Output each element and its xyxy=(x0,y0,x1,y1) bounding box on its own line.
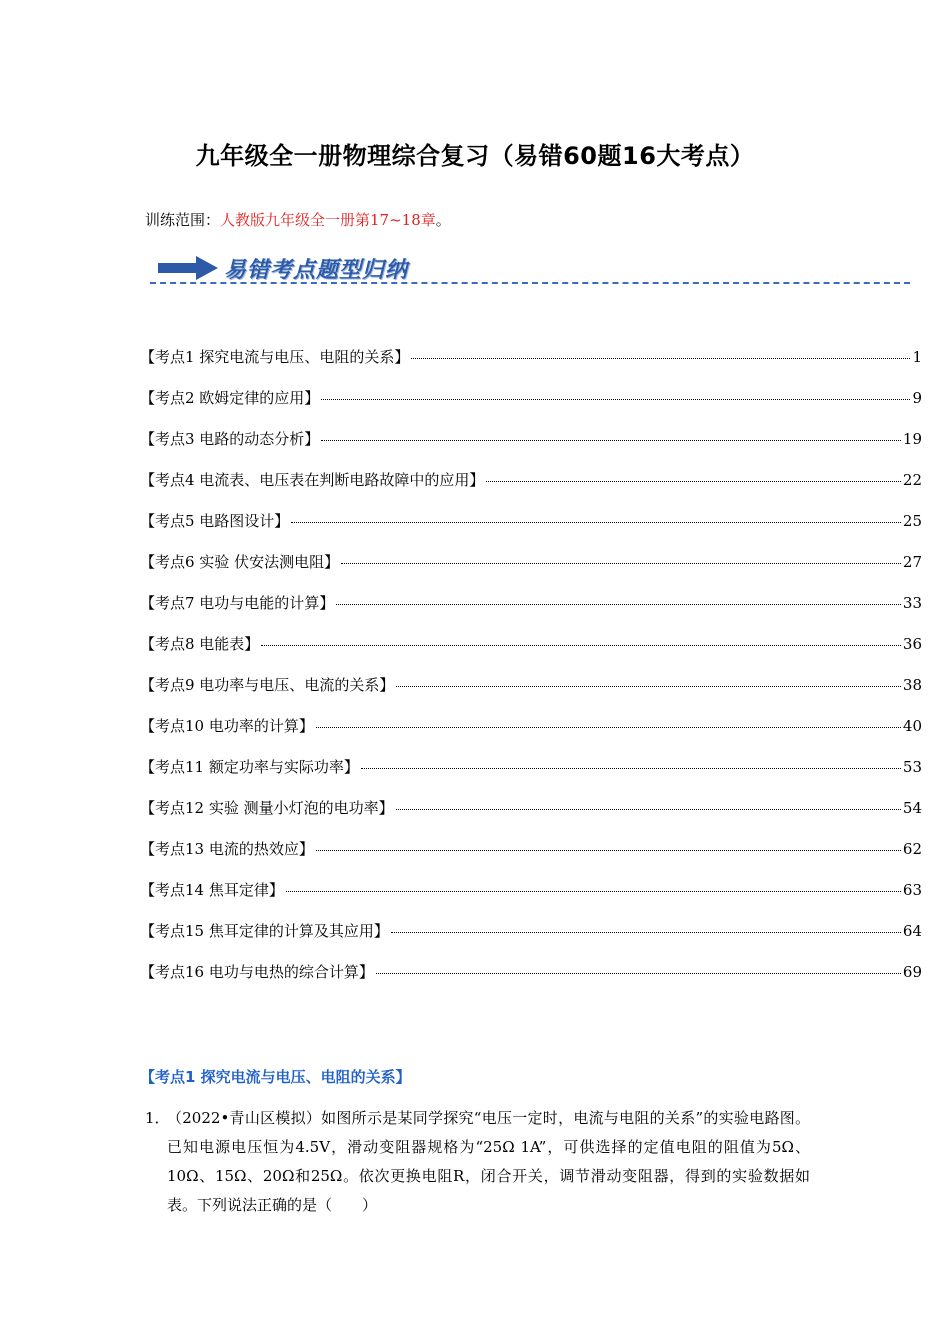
toc-entry-page: 19 xyxy=(902,430,922,448)
toc-leader-dots xyxy=(411,358,910,359)
section-banner xyxy=(150,248,910,292)
toc-entry-page: 25 xyxy=(902,512,922,530)
toc-entry[interactable] xyxy=(140,920,922,961)
toc-entry-page: 53 xyxy=(902,758,922,776)
toc-leader-dots xyxy=(486,481,901,482)
toc-entry-label: 【考点15 焦耳定律的计算及其应用】 xyxy=(140,922,389,940)
page-title: 九年级全一册物理综合复习（易错60题16大考点） xyxy=(195,142,755,170)
question-number: 1． xyxy=(145,1109,170,1127)
toc-entry-label: 【考点6 实验 伏安法测电阻】 xyxy=(140,553,340,571)
toc-entry[interactable] xyxy=(140,715,922,756)
toc-entry[interactable] xyxy=(140,592,922,633)
toc-entry-label: 【考点13 电流的热效应】 xyxy=(140,840,314,858)
table-of-contents xyxy=(140,346,922,1002)
toc-leader-dots xyxy=(316,850,901,851)
toc-entry[interactable] xyxy=(140,428,922,469)
toc-entry-page: 63 xyxy=(902,881,922,899)
toc-leader-dots xyxy=(316,727,901,728)
toc-entry-page: 69 xyxy=(902,963,922,981)
toc-entry[interactable] xyxy=(140,838,922,879)
toc-entry-label: 【考点16 电功与电热的综合计算】 xyxy=(140,963,374,981)
banner-title: 易错考点题型归纳 xyxy=(224,258,409,283)
toc-entry[interactable] xyxy=(140,797,922,838)
toc-entry-label: 【考点2 欧姆定律的应用】 xyxy=(140,389,320,407)
toc-leader-dots xyxy=(336,604,901,605)
toc-leader-dots xyxy=(291,522,901,523)
toc-leader-dots xyxy=(396,809,901,810)
toc-leader-dots xyxy=(321,399,910,400)
toc-entry-page: 36 xyxy=(902,635,922,653)
toc-entry-page: 9 xyxy=(912,389,922,407)
toc-entry[interactable] xyxy=(140,469,922,510)
toc-leader-dots xyxy=(286,891,901,892)
toc-entry-label: 【考点10 电功率的计算】 xyxy=(140,717,314,735)
scope-value: 人教版九年级全一册第17~18章 xyxy=(220,211,436,229)
toc-entry-label: 【考点5 电路图设计】 xyxy=(140,512,290,530)
question-text: （2022•青山区模拟）如图所示是某同学探究“电压一定时，电流与电阻的关系”的实验电路图。已知电源电压恒为4.5V，滑动变阻器规格为“25Ω 1A”，可供选择的定值电阻的阻值为5Ω、10Ω、15Ω、20Ω和25Ω。依次更换电阻R，闭合开关，调节滑动变阻器，得到的实验数据如表。下列说法正确的是（ ） xyxy=(167,1109,810,1214)
toc-entry-label: 【考点7 电功与电能的计算】 xyxy=(140,594,335,612)
toc-leader-dots xyxy=(361,768,901,769)
question-item xyxy=(145,1104,810,1220)
toc-entry-page: 22 xyxy=(902,471,922,489)
toc-entry-label: 【考点8 电能表】 xyxy=(140,635,260,653)
toc-entry-page: 40 xyxy=(902,717,922,735)
scope-suffix: 。 xyxy=(435,211,451,229)
toc-entry[interactable] xyxy=(140,961,922,1002)
toc-entry-label: 【考点11 额定功率与实际功率】 xyxy=(140,758,359,776)
toc-entry-page: 64 xyxy=(902,922,922,940)
toc-entry[interactable] xyxy=(140,387,922,428)
toc-leader-dots xyxy=(261,645,901,646)
toc-entry[interactable] xyxy=(140,551,922,592)
section-heading: 【考点1 探究电流与电压、电阻的关系】 xyxy=(140,1068,411,1086)
toc-entry-label: 【考点14 焦耳定律】 xyxy=(140,881,284,899)
training-scope xyxy=(145,209,451,230)
toc-entry-label: 【考点4 电流表、电压表在判断电路故障中的应用】 xyxy=(140,471,485,489)
toc-entry-label: 【考点12 实验 测量小灯泡的电功率】 xyxy=(140,799,394,817)
toc-entry-page: 1 xyxy=(912,348,922,366)
arrow-right-icon xyxy=(158,256,218,280)
toc-entry-label: 【考点1 探究电流与电压、电阻的关系】 xyxy=(140,348,410,366)
toc-entry[interactable] xyxy=(140,510,922,551)
scope-label: 训练范围： xyxy=(145,211,221,229)
toc-entry[interactable] xyxy=(140,756,922,797)
toc-entry-page: 38 xyxy=(902,676,922,694)
toc-entry-label: 【考点3 电路的动态分析】 xyxy=(140,430,320,448)
toc-entry-page: 27 xyxy=(902,553,922,571)
toc-entry-page: 54 xyxy=(902,799,922,817)
toc-entry-page: 62 xyxy=(902,840,922,858)
toc-leader-dots xyxy=(391,932,901,933)
toc-entry-label: 【考点9 电功率与电压、电流的关系】 xyxy=(140,676,395,694)
toc-entry[interactable] xyxy=(140,674,922,715)
toc-entry-page: 33 xyxy=(902,594,922,612)
toc-entry[interactable] xyxy=(140,633,922,674)
toc-entry[interactable] xyxy=(140,879,922,920)
toc-leader-dots xyxy=(376,973,901,974)
toc-leader-dots xyxy=(341,563,901,564)
toc-entry[interactable] xyxy=(140,346,922,387)
toc-leader-dots xyxy=(321,440,901,441)
banner-divider xyxy=(150,282,910,284)
toc-leader-dots xyxy=(396,686,901,687)
